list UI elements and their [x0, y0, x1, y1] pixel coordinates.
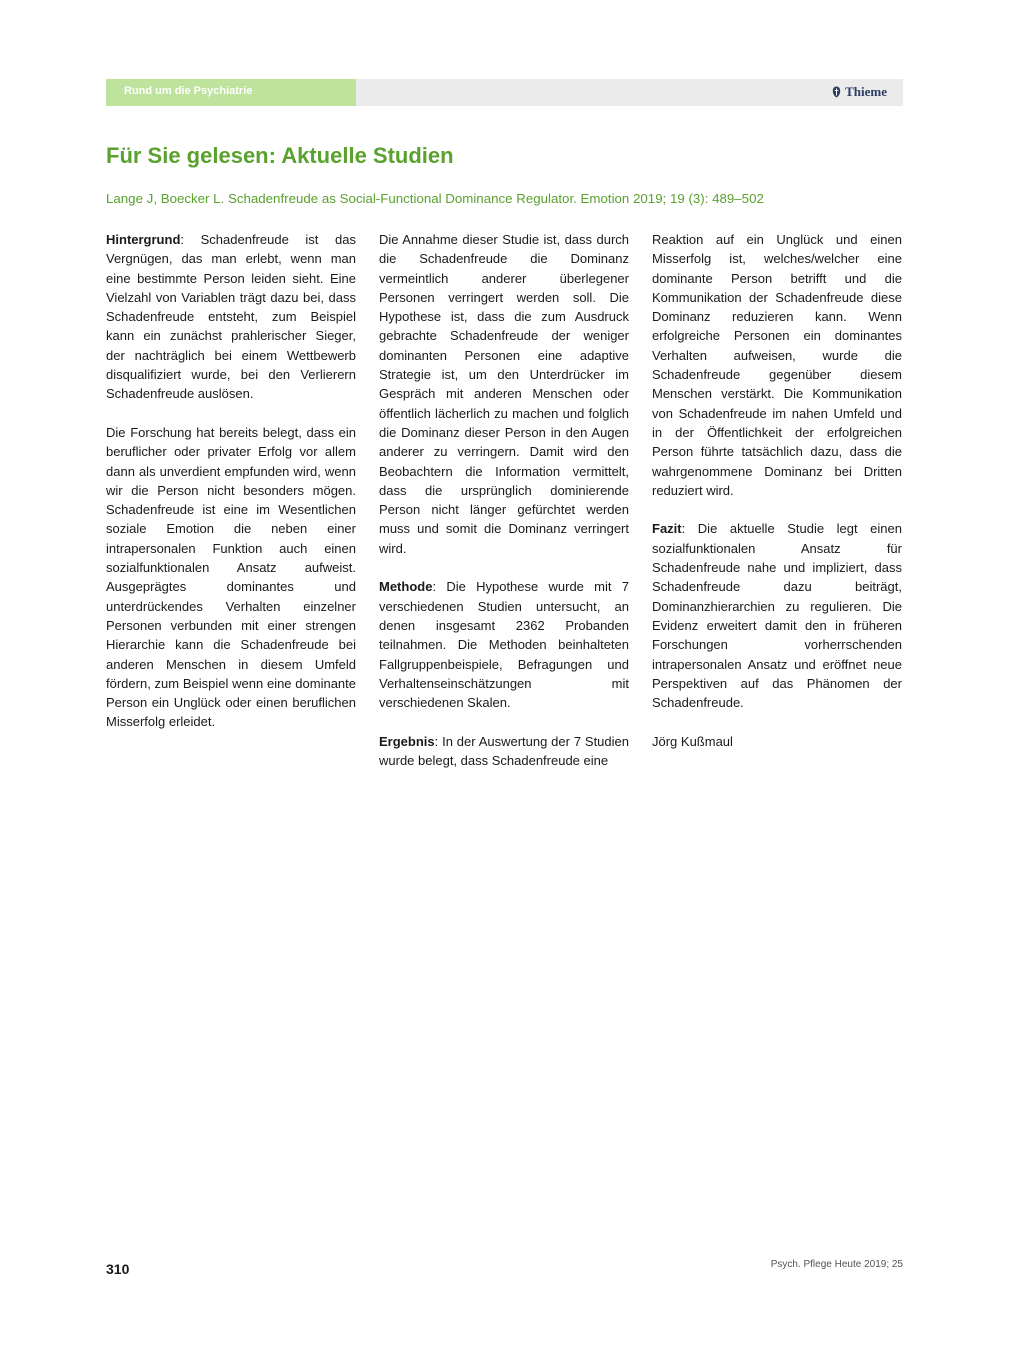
column-1 — [106, 230, 356, 751]
methode-text: : Die Hypothese wurde mit 7 verschiedenen Studien untersucht, an denen insgesamt 2362 Probanden teilnahmen. Die Methoden beinhalteten Fallgruppenbeispiele, Befragungen und Verhaltenseinschätzungen mit verschiedenen Skalen. — [379, 579, 629, 711]
paragraph-methode — [379, 577, 629, 712]
paragraph-annahme: Die Annahme dieser Studie ist, dass durch die Schadenfreude die Dominanz vermeintlich anderer überlegener Personen verringert werden soll. Die Hypothese ist, dass die zum Ausdruck gebrachte Schadenfreude der weniger dominanten Personen eine adaptive Strategie ist, um den Unterdrücker im Gespräch mit anderen Menschen oder öffentlich lächerlich zu machen und folglich die Dominanz dieser Person in den Augen anderer zu verringern. Damit wird den Beobachtern die Information vermittelt, dass die ursprünglich dominierende Person nicht länger gefürchtet werden muss und somit die Dominanz verringert wird. — [379, 232, 629, 556]
paragraph-hintergrund — [106, 230, 356, 404]
column-2 — [379, 230, 629, 790]
hintergrund-text: : Schadenfreude ist das Vergnügen, das man erlebt, wenn man eine bestimmte Person leiden sieht. Eine Vielzahl von Variablen trägt dazu bei, dass Schadenfreude entsteht, zum Beispiel kann ein zunächst prahlerischer Sieger, der nachträglich bei einem Wettbewerb disqualifiziert wurde, bei den Verlierern Schadenfreude auslösen. — [106, 232, 356, 402]
publisher-logo — [832, 84, 887, 100]
running-header — [106, 79, 903, 106]
paragraph-ergebnis — [379, 732, 629, 771]
fazit-text: : Die aktuelle Studie legt einen sozialfunktionalen Ansatz für Schadenfreude nahe und impliziert, dass Schadenfreude dazu beiträgt, Dominanzhierarchien zu regulieren. Die Evidenz erweitert damit den in früheren Forschungen vorherrschenden intrapersonalen Ansatz und eröffnet neue Perspektiven auf das Phänomen der Schadenfreude. — [652, 521, 902, 711]
page-number: 310 — [106, 1261, 130, 1277]
paragraph-fazit — [652, 519, 902, 712]
section-label: Rund um die Psychiatrie — [124, 85, 253, 97]
fazit-label: Fazit — [652, 521, 682, 537]
ergebnis-text: : In der Auswertung der 7 Studien wurde belegt, dass Schadenfreude eine — [379, 733, 629, 769]
article-reference: Lange J, Boecker L. Schadenfreude as Social-Functional Dominance Regulator. Emotion 2019; 19 (3): 489–502 — [106, 191, 764, 206]
methode-label: Methode — [379, 579, 433, 595]
article-title: Für Sie gelesen: Aktuelle Studien — [106, 143, 454, 168]
paragraph-ergebnis-cont: Reaktion auf ein Unglück und einen Misserfolg ist, welches/welcher eine dominante Person betrifft und die Kommunikation der Schadenfreude diese Dominanz reduzieren kann. Wenn erfolgreiche Personen ein dominantes Verhalten aufweisen, wurde die Schadenfreude gegenüber diesem Menschen verstärkt. Die Kommunikation von Schadenfreude im nahen Umfeld und in der Öffentlichkeit der erfolgreichen Person führte tatsächlich dazu, dass die wahrgenommene Dominanz bei Dritten reduziert wird. — [652, 232, 902, 498]
section-tab — [106, 79, 356, 106]
thieme-logo-icon — [832, 86, 841, 98]
paragraph-forschung: Die Forschung hat bereits belegt, dass ein beruflicher oder privater Erfolg vor allem dann als unverdient empfunden wird, wenn wir die Person nicht besonders mögen. Schadenfreude ist eine im Wesentlichen soziale Emotion die neben einer intrapersonalen Funktion auch einen sozialfunktionalen Ansatz aufweist. Ausgeprägtes dominantes und unterdrückendes Verhalten einzelner Personen verbunden mit einer strengen Hierarchie kann die Schadenfreude bei anderen Menschen in diesem Umfeld fördern, zum Beispiel wenn eine dominante Person ein Unglück oder einen beruflichen Misserfolg erleidet. — [106, 424, 356, 730]
ergebnis-label: Ergebnis — [379, 733, 435, 749]
author-name: Jörg Kußmaul — [652, 733, 733, 749]
column-3 — [652, 230, 902, 770]
publisher-name: Thieme — [845, 84, 887, 99]
hintergrund-label: Hintergrund — [106, 232, 181, 247]
journal-citation: Psych. Pflege Heute 2019; 25 — [770, 1259, 903, 1270]
